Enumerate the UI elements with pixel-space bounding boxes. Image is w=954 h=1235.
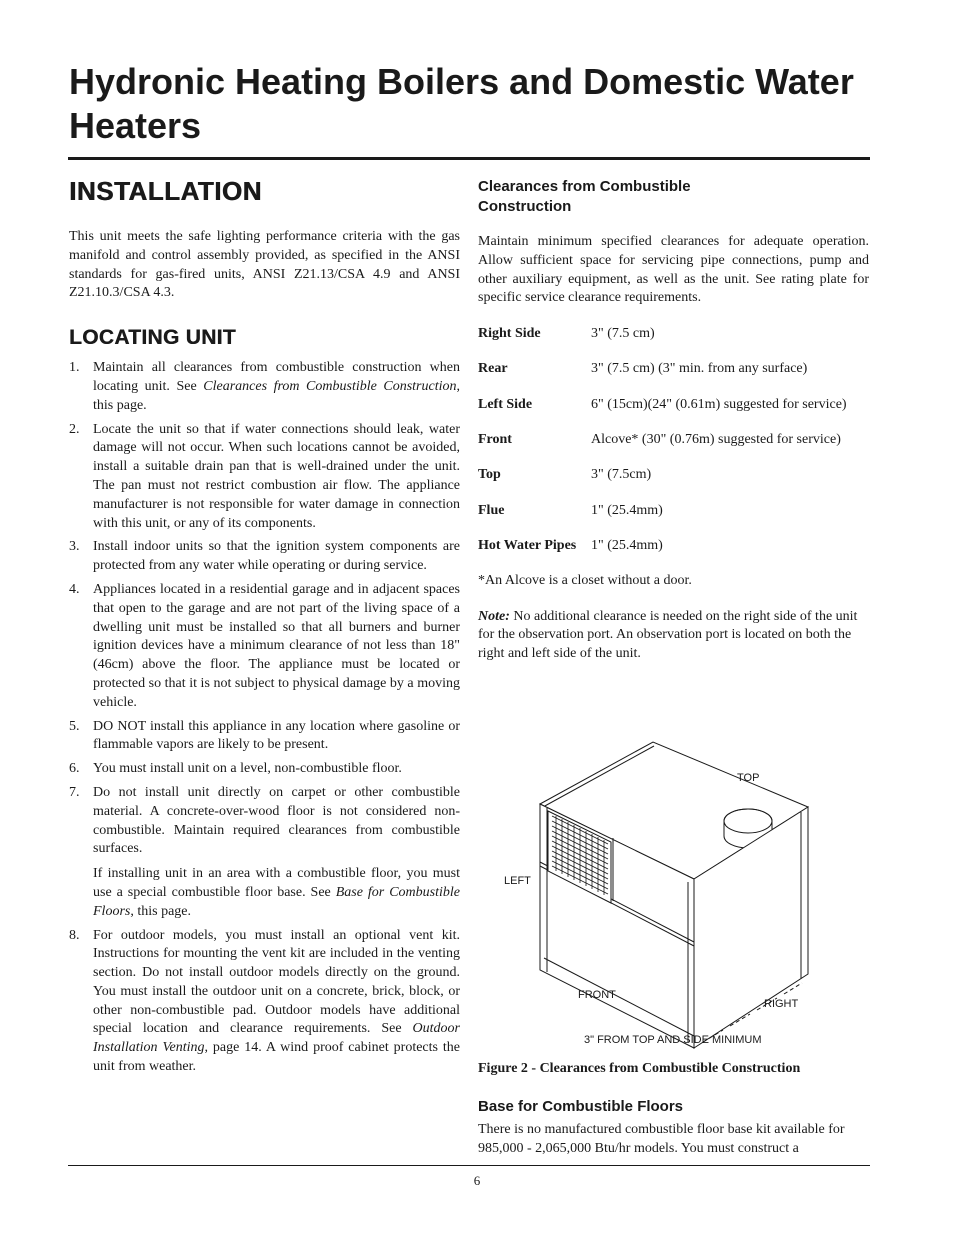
clearance-value: 1" (25.4mm) (591, 537, 663, 553)
list-item-text: Maintain all clearances from combustible construction when locating unit. See (93, 360, 460, 394)
figure-label-right: RIGHT (764, 998, 799, 1010)
page-title: Hydronic Heating Boilers and Domestic Water Heaters (69, 61, 854, 146)
list-item-text-end: , this page. (93, 378, 460, 413)
list-item-text: For outdoor models, you must install an optional vent kit. Instructions for mounting the vent kit are included in the venting section. Do not install outdoor models directly on the ground. You must install the outdoor unit on a concrete, brick, block, or other non-combustible pad. Outdoor models have additional special location and clearance requirements. See (93, 927, 460, 1037)
list-item (69, 927, 460, 1077)
note-text: No additional clearance is needed on the right side of the unit for the observation port. An observation port is located on both the right and left side of the unit. (478, 608, 858, 662)
table-row (478, 466, 869, 501)
list-item-text-end: , page 14. A wind proof cabinet protects the unit from weather. (93, 1040, 460, 1075)
clearances-heading: Clearances from Combustible Construction (478, 178, 691, 215)
base-floors-text: There is no manufactured combustible floor base kit available for 985,000 - 2,065,000 Btu/hr models. You must construct a (478, 1122, 845, 1156)
installation-heading: INSTALLATION (69, 176, 262, 206)
cross-reference-link: Outdoor Installation Venting (93, 1021, 460, 1056)
list-item (69, 581, 460, 713)
clearance-label: Hot Water Pipes (478, 537, 577, 553)
clearances-figure (498, 736, 838, 1054)
locating-unit-heading: LOCATING UNIT (69, 326, 236, 350)
table-row (478, 396, 869, 431)
list-item-number: 5. (69, 718, 80, 734)
table-row (478, 360, 869, 395)
list-item (69, 538, 460, 576)
list-item (69, 760, 460, 779)
note-paragraph (478, 608, 869, 664)
note-label: Note: (478, 608, 510, 624)
list-item (69, 784, 460, 922)
list-item (69, 421, 460, 534)
list-item-text: DO NOT install this appliance in any location where gasoline or flammable vapors are likely to be present. (93, 718, 460, 753)
alcove-note: *An Alcove is a closet without a door. (478, 572, 692, 588)
clearance-value: 3" (7.5 cm) (3" min. from any surface) (591, 361, 808, 377)
clearances-table (478, 325, 869, 572)
base-floors-heading: Base for Combustible Floors (478, 1098, 684, 1115)
clearances-intro: Maintain minimum specified clearances for adequate operation. Allow sufficient space for servicing pipe connections, pump and other auxiliary equipment, as well as the unit. See rating plate for specific service clearance requirements. (478, 234, 869, 306)
clearance-value: Alcove* (30" (0.76m) suggested for service) (591, 432, 841, 448)
figure-label-front: FRONT (578, 989, 616, 1001)
list-item-number: 3. (69, 539, 80, 555)
footer-divider (68, 1165, 870, 1166)
cross-reference-link: Base for Combustible Floors (93, 884, 460, 919)
figure-caption: Figure 2 - Clearances from Combustible Construction (478, 1061, 801, 1076)
clearance-value: 3" (7.5cm) (591, 467, 652, 483)
right-column (478, 177, 869, 664)
clearance-label: Rear (478, 361, 508, 377)
list-item-number: 8. (69, 927, 80, 943)
list-item-text-2: If installing unit in an area with a combustible floor, you must use a special combustible floor base. See (93, 866, 460, 900)
list-item-number: 1. (69, 360, 80, 376)
list-item-text-2-end: , this page. (130, 903, 191, 919)
list-item (69, 359, 460, 415)
cross-reference-link: Clearances from Combustible Construction (203, 378, 457, 394)
clearance-label: Top (478, 467, 501, 483)
clearance-label: Left Side (478, 396, 533, 412)
figure-label-left: LEFT (504, 875, 531, 887)
figure-label-top: TOP (737, 772, 760, 784)
list-item-number: 4. (69, 581, 80, 597)
clearance-value: 3" (7.5 cm) (591, 326, 655, 342)
table-row (478, 502, 869, 537)
installation-intro: This unit meets the safe lighting performance criteria with the gas manifold and control assembly provided, as specified in the ANSI standards for gas-fired units, ANSI Z21.13/CSA 4.9 and ANSI Z21.10.3/CSA 4.3. (69, 229, 460, 301)
table-row (478, 431, 869, 466)
clearance-value: 6" (15cm)(24" (0.61m) suggested for service) (591, 396, 847, 412)
left-column (69, 174, 460, 1082)
list-item-text: Appliances located in a residential garage and in adjacent spaces that open to the garage and are not part of the living space of a dwelling unit must be installed so that all burners and burner ignition devices have a minimum clearance of not less than 18" (46cm) above the floor. The appliance must be located or protected so that it is not subject to physical damage by a moving vehicle. (93, 581, 460, 710)
list-item-text: Do not install unit directly on carpet or other combustible material. A concrete-over-wood floor is not considered non-combustible. Maintain required clearances from combustible surfaces. (93, 784, 460, 857)
list-item-number: 6. (69, 761, 80, 777)
list-item (69, 718, 460, 756)
title-divider (68, 157, 870, 160)
list-item-number: 2. (69, 421, 80, 437)
list-item-text: You must install unit on a level, non-combustible floor. (93, 761, 402, 777)
clearance-label: Right Side (478, 326, 541, 342)
table-row (478, 537, 869, 572)
clearance-label: Front (478, 432, 512, 448)
page-number: 6 (473, 1173, 481, 1188)
locating-unit-list (69, 359, 460, 1077)
list-item-text: Install indoor units so that the ignition system components are protected from any water while operating or during service. (93, 539, 460, 574)
table-row (478, 325, 869, 360)
clearance-value: 1" (25.4mm) (591, 502, 663, 518)
boiler-unit-illustration (498, 736, 838, 1054)
figure-label-bottom: 3" FROM TOP AND SIDE MINIMUM (584, 1034, 762, 1046)
clearance-label: Flue (478, 502, 505, 518)
figure-caption-block (478, 1060, 869, 1159)
list-item-number: 7. (69, 784, 80, 800)
list-item-text: Locate the unit so that if water connections should leak, water damage will not occur. When such locations cannot be avoided, install a suitable drain pan that is well-drained under the unit. The pan must not restrict combustion air flow. The appliance manufacturer is not responsible for water damage in connection with this unit, or any of its components. (93, 421, 460, 531)
